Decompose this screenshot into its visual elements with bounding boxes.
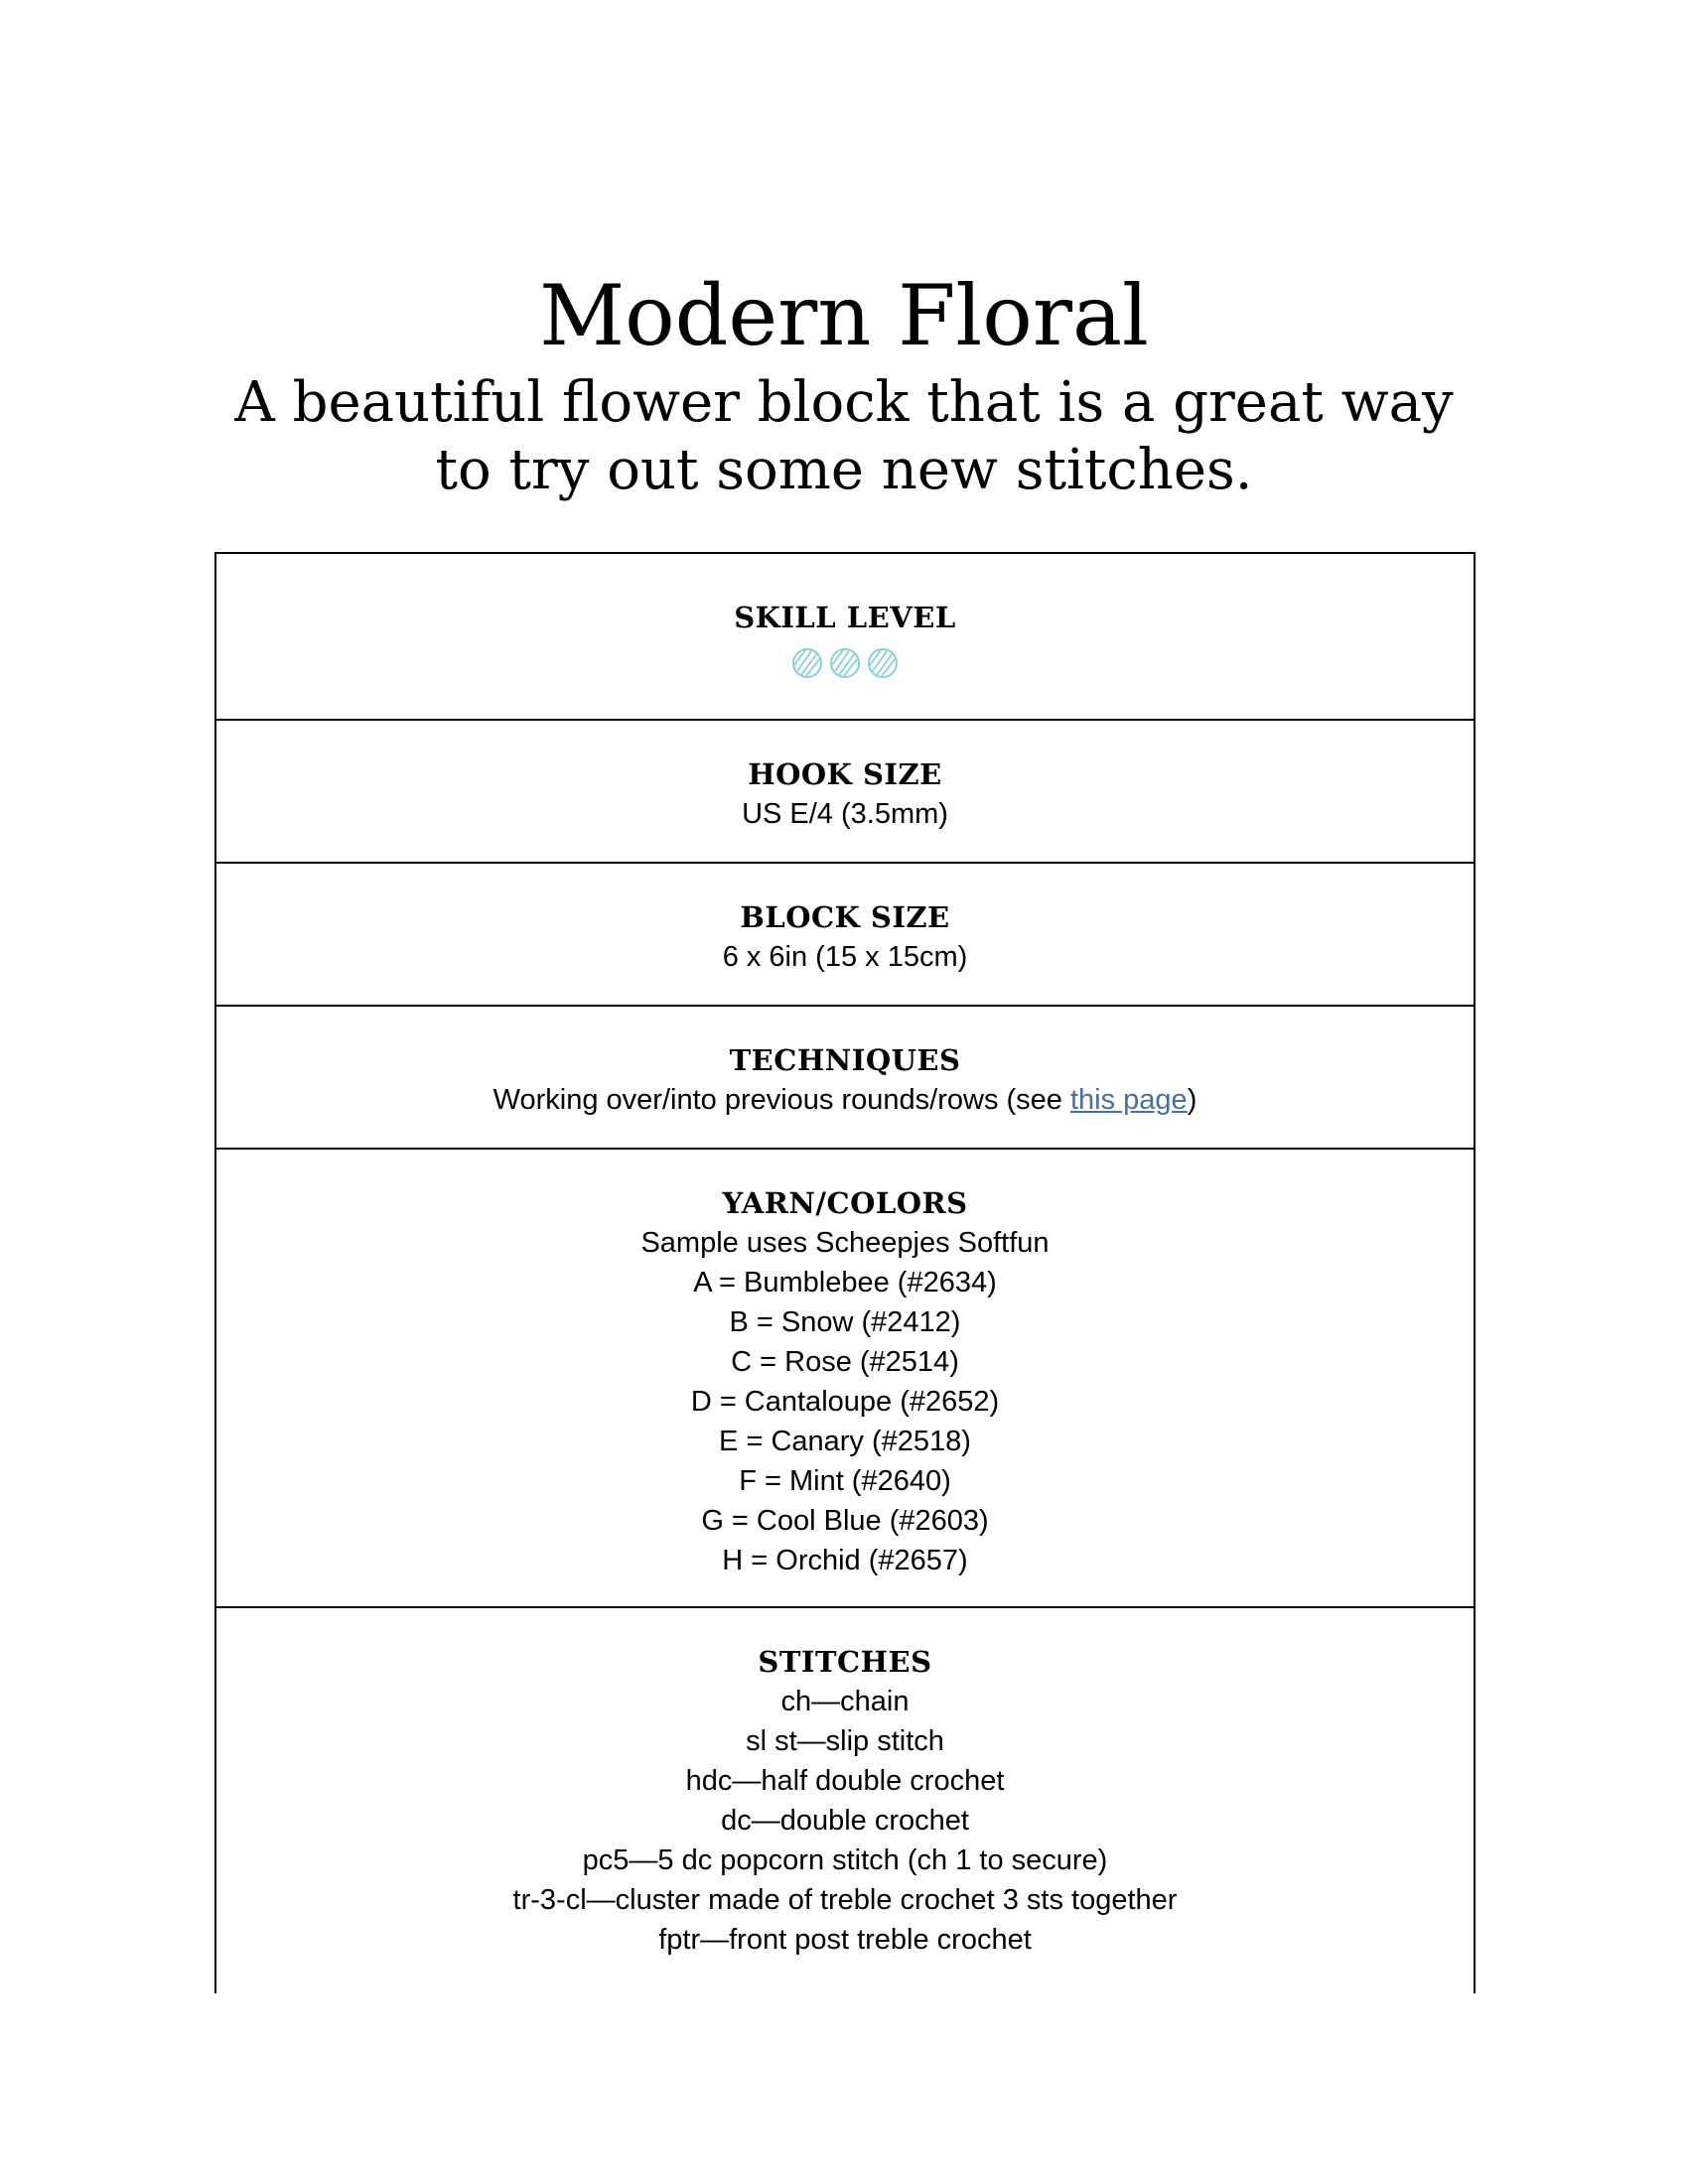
yarn-color-item: C = Rose (#2514)	[731, 1346, 959, 1378]
skill-level-section	[216, 554, 1474, 721]
yarn-colors-heading: YARN/COLORS	[722, 1186, 968, 1220]
techniques-text	[216, 1080, 1474, 1120]
yarn-color-item: B = Snow (#2412)	[729, 1306, 961, 1338]
techniques-heading: TECHNIQUES	[729, 1043, 961, 1077]
yarn-color-item: D = Cantaloupe (#2652)	[690, 1386, 1000, 1418]
skill-level-rating	[216, 647, 1474, 679]
yarn-color-item: E = Canary (#2518)	[719, 1426, 971, 1457]
yarn-ball-icon	[791, 647, 823, 679]
yarn-ball-icon	[829, 647, 861, 679]
stitch-item: ch—chain	[780, 1686, 910, 1717]
stitches-list	[216, 1682, 1474, 1960]
hook-size-section	[216, 721, 1474, 864]
yarn-ball-icon	[867, 647, 899, 679]
yarn-colors-section	[216, 1150, 1474, 1608]
stitches-section	[216, 1608, 1474, 1995]
yarn-color-item: H = Orchid (#2657)	[722, 1545, 968, 1576]
techniques-text-after: )	[1187, 1084, 1197, 1116]
stitch-item: sl st—slip stitch	[746, 1725, 944, 1757]
page-subtitle: A beautiful flower block that is a great way to try out some new stitches.	[234, 370, 1454, 502]
stitches-heading: STITCHES	[758, 1645, 932, 1679]
techniques-section	[216, 1007, 1474, 1150]
block-size-heading: BLOCK SIZE	[740, 900, 950, 934]
hook-size-heading: HOOK SIZE	[748, 757, 942, 791]
stitch-item: pc5—5 dc popcorn stitch (ch 1 to secure)	[582, 1844, 1108, 1876]
yarn-color-item: G = Cool Blue (#2603)	[701, 1505, 989, 1537]
block-size-value: 6 x 6in (15 x 15cm)	[722, 941, 968, 973]
stitch-item: hdc—half double crochet	[685, 1765, 1005, 1797]
yarn-color-item: F = Mint (#2640)	[739, 1465, 951, 1497]
hook-size-value: US E/4 (3.5mm)	[742, 798, 948, 830]
pattern-info-table	[214, 552, 1476, 1993]
this-page-link[interactable]: this page	[1069, 1084, 1188, 1116]
yarn-color-item: Sample uses Scheepjes Softfun	[640, 1227, 1050, 1259]
stitch-item: fptr—front post treble crochet	[658, 1924, 1032, 1956]
block-size-section	[216, 864, 1474, 1007]
stitch-item: dc—double crochet	[721, 1805, 969, 1837]
yarn-colors-list	[216, 1223, 1474, 1580]
techniques-text-before: Working over/into previous rounds/rows (see	[492, 1084, 1070, 1116]
yarn-color-item: A = Bumblebee (#2634)	[693, 1267, 997, 1298]
skill-level-heading: SKILL LEVEL	[734, 601, 956, 634]
stitch-item: tr-3-cl—cluster made of treble crochet 3 sts together	[512, 1884, 1178, 1916]
page-title: Modern Floral	[539, 267, 1149, 364]
